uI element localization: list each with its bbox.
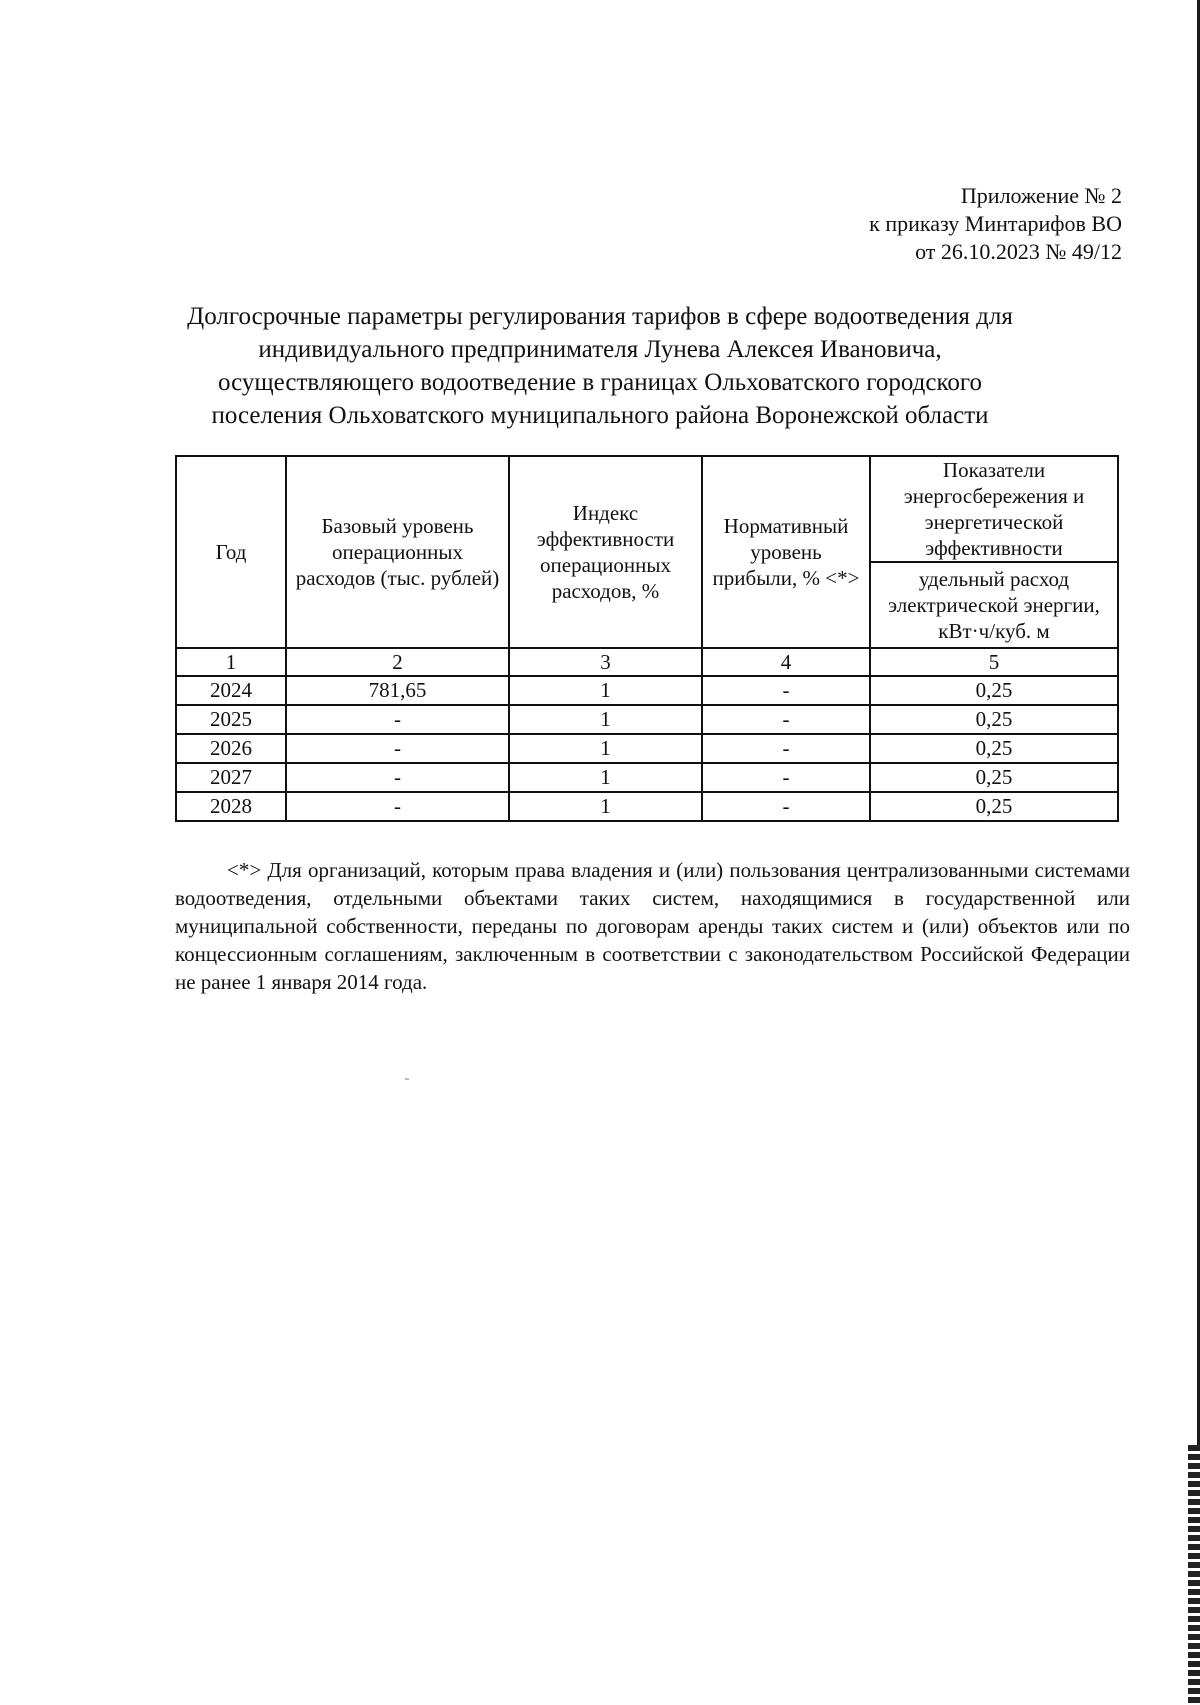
column-number-row (176, 648, 1118, 676)
cell-year: 2028 (176, 792, 286, 821)
attachment-header (869, 182, 1122, 266)
cell-year: 2025 (176, 705, 286, 734)
table-row (176, 792, 1118, 821)
scan-speck (405, 1078, 409, 1080)
cell-base: - (286, 763, 509, 792)
header-efficiency-index: Индекс эффективности операционных расходов, % (509, 456, 702, 648)
title-line-3: осуществляющего водоотведение в границах Ольховатского городского (218, 369, 982, 396)
cell-profit: - (702, 763, 870, 792)
cell-energy: 0,25 (870, 734, 1118, 763)
cell-index: 1 (509, 676, 702, 705)
cell-year: 2026 (176, 734, 286, 763)
cell-base: - (286, 705, 509, 734)
attachment-number: Приложение № 2 (960, 183, 1122, 208)
title-line-4: поселения Ольховатского муниципального района Воронежской области (211, 402, 989, 429)
table-header-row (176, 456, 1118, 562)
cell-profit: - (702, 676, 870, 705)
cell-base: 781,65 (286, 676, 509, 705)
column-number: 2 (286, 648, 509, 676)
header-energy-group: Показатели энергосбережения и энергетической эффективности (870, 456, 1118, 562)
attachment-date: от 26.10.2023 № 49/12 (915, 239, 1122, 264)
table-row (176, 676, 1118, 705)
header-base-level: Базовый уровень операционных расходов (тыс. рублей) (286, 456, 509, 648)
cell-index: 1 (509, 734, 702, 763)
column-number: 1 (176, 648, 286, 676)
cell-year: 2027 (176, 763, 286, 792)
cell-profit: - (702, 792, 870, 821)
title-line-2: индивидуального предпринимателя Лунева Алексея Ивановича, (258, 336, 942, 363)
cell-profit: - (702, 734, 870, 763)
header-profit-level: Нормативный уровень прибыли, % <*> (702, 456, 870, 648)
footnote: <*> Для организаций, которым права владения и (или) пользования централизованными системами водоотведения, отдельными объектами таких систем, находящимися в государственной или муниципальной собственности, переданы по договорам аренды таких систем и (или) объектов или по концессионным соглашениям, заключенным в соответствии с законодательством Российской Федерации не ранее 1 января 2014 года. (175, 858, 1130, 994)
document-title (150, 300, 1050, 432)
scan-edge-marks (1188, 1445, 1200, 1705)
cell-energy: 0,25 (870, 676, 1118, 705)
cell-energy: 0,25 (870, 705, 1118, 734)
header-year: Год (176, 456, 286, 648)
table-row (176, 705, 1118, 734)
cell-energy: 0,25 (870, 792, 1118, 821)
header-energy-sub: удельный расход электрической энергии, кВт·ч/куб. м (870, 562, 1118, 648)
cell-index: 1 (509, 792, 702, 821)
column-number: 3 (509, 648, 702, 676)
cell-energy: 0,25 (870, 763, 1118, 792)
attachment-order: к приказу Минтарифов ВО (869, 211, 1122, 236)
cell-base: - (286, 734, 509, 763)
table-row (176, 734, 1118, 763)
cell-profit: - (702, 705, 870, 734)
title-line-1: Долгосрочные параметры регулирования тарифов в сфере водоотведения для (187, 303, 1013, 330)
column-number: 4 (702, 648, 870, 676)
cell-index: 1 (509, 763, 702, 792)
cell-index: 1 (509, 705, 702, 734)
cell-year: 2024 (176, 676, 286, 705)
table-row (176, 763, 1118, 792)
cell-base: - (286, 792, 509, 821)
column-number: 5 (870, 648, 1118, 676)
parameters-table (175, 455, 1119, 822)
